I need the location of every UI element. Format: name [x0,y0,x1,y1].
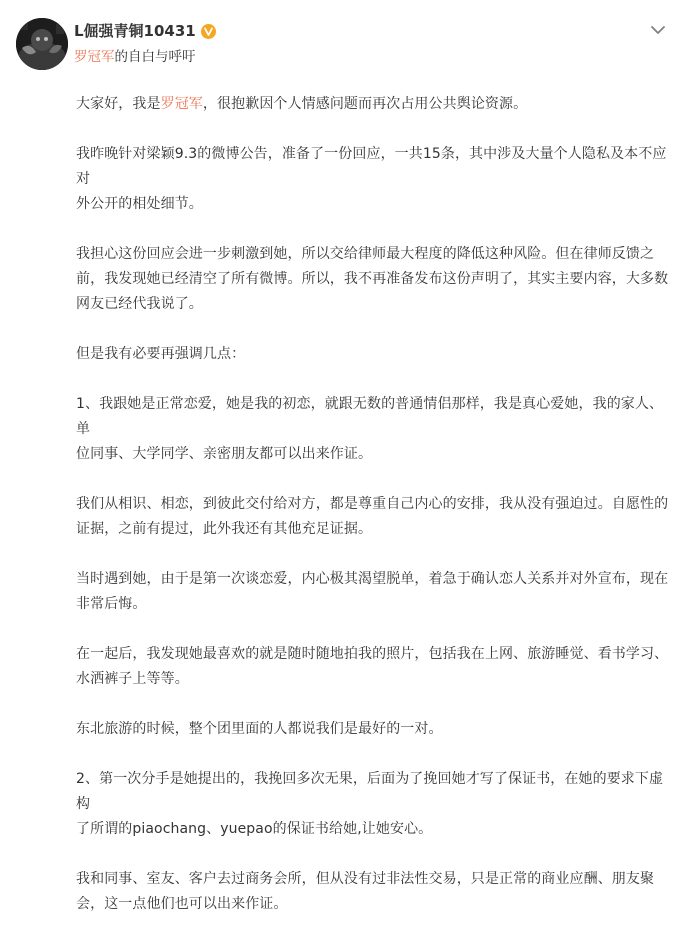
paragraph-line: 但是我有必要再强调几点： [76,346,246,362]
paragraph-6 [76,492,676,542]
post-content [76,92,676,942]
mention-link[interactable]: 罗冠军 [160,96,203,112]
subtitle-mention-link[interactable]: 罗冠军 [74,49,115,65]
more-options-button[interactable] [648,20,668,40]
paragraph-line: 网友已经代我说了。 [76,296,203,312]
paragraph-text: ，很抱歉因个人情感问题而再次占用公共舆论资源。 [202,96,528,112]
paragraph-line: 外公开的相处细节。 [76,196,203,212]
paragraph-line: 非常后悔。 [76,596,147,612]
paragraph-line: 前，我发现她已经清空了所有微博。所以，我不再准备发布这份声明了，其实主要内容，大多数 [76,271,669,287]
paragraph-line: 我昨晚针对梁颖9.3的微博公告，准备了一份回应，一共15条，其中涉及大量个人隐私及本不应对 [76,146,667,187]
verified-gold-v-icon [201,24,216,39]
paragraph-8 [76,642,676,692]
username-row [74,20,594,42]
paragraph-line: 东北旅游的时候，整个团里面的人都说我们是最好的一对。 [76,721,443,737]
paragraph-line: 水洒裤子上等等。 [76,671,189,687]
paragraph-1 [76,92,676,117]
subtitle-text: 的自白与呼吁 [114,49,196,65]
post-header [12,18,676,74]
paragraph-line: 证据，之前有提过，此外我还有其他充足证据。 [76,521,373,537]
paragraph-line: 我担心这份回应会进一步刺激到她，所以交给律师最大程度的降低这种风险。但在律师反馈之 [76,246,655,262]
avatar[interactable] [16,18,68,70]
post-subtitle [74,48,594,66]
paragraph-2 [76,142,676,217]
chevron-down-icon [648,20,668,40]
paragraph-line: 2、第一次分手是她提出的，我挽回多次无果，后面为了挽回她才写了保证书，在她的要求下虚构 [76,771,664,812]
paragraph-4 [76,342,676,367]
paragraph-9 [76,717,676,742]
user-block [74,20,594,70]
paragraph-line: 会，这一点他们也可以出来作证。 [76,896,288,912]
paragraph-line: 我和同事、室友、客户去过商务会所，但从没有过非法性交易，只是正常的商业应酬、朋友聚 [76,871,655,887]
paragraph-text: 大家好，我是 [76,96,161,112]
paragraph-11 [76,867,676,917]
paragraph-7 [76,567,676,617]
paragraph-line: 位同事、大学同学、亲密朋友都可以出来作证。 [76,446,373,462]
paragraph-5 [76,392,676,467]
paragraph-line: 了所谓的piaochang、yuepao的保证书给她,让她安心。 [76,821,433,837]
username[interactable]: L倔强青铜10431 [74,22,196,40]
paragraph-3 [76,242,676,317]
paragraph-line: 在一起后，我发现她最喜欢的就是随时随地拍我的照片，包括我在上网、旅游睡觉、看书学习、 [76,646,669,662]
paragraph-line: 当时遇到她，由于是第一次谈恋爱，内心极其渴望脱单，着急于确认恋人关系并对外宣布，现在 [76,571,669,587]
paragraph-line: 1、我跟她是正常恋爱，她是我的初恋，就跟无数的普通情侣那样，我是真心爱她，我的家人、单 [76,396,664,437]
paragraph-line: 我们从相识、相恋，到彼此交付给对方，都是尊重自己内心的安排，我从没有强迫过。自愿性的 [76,496,669,512]
paragraph-10 [76,767,676,842]
avatar-image [16,18,68,70]
